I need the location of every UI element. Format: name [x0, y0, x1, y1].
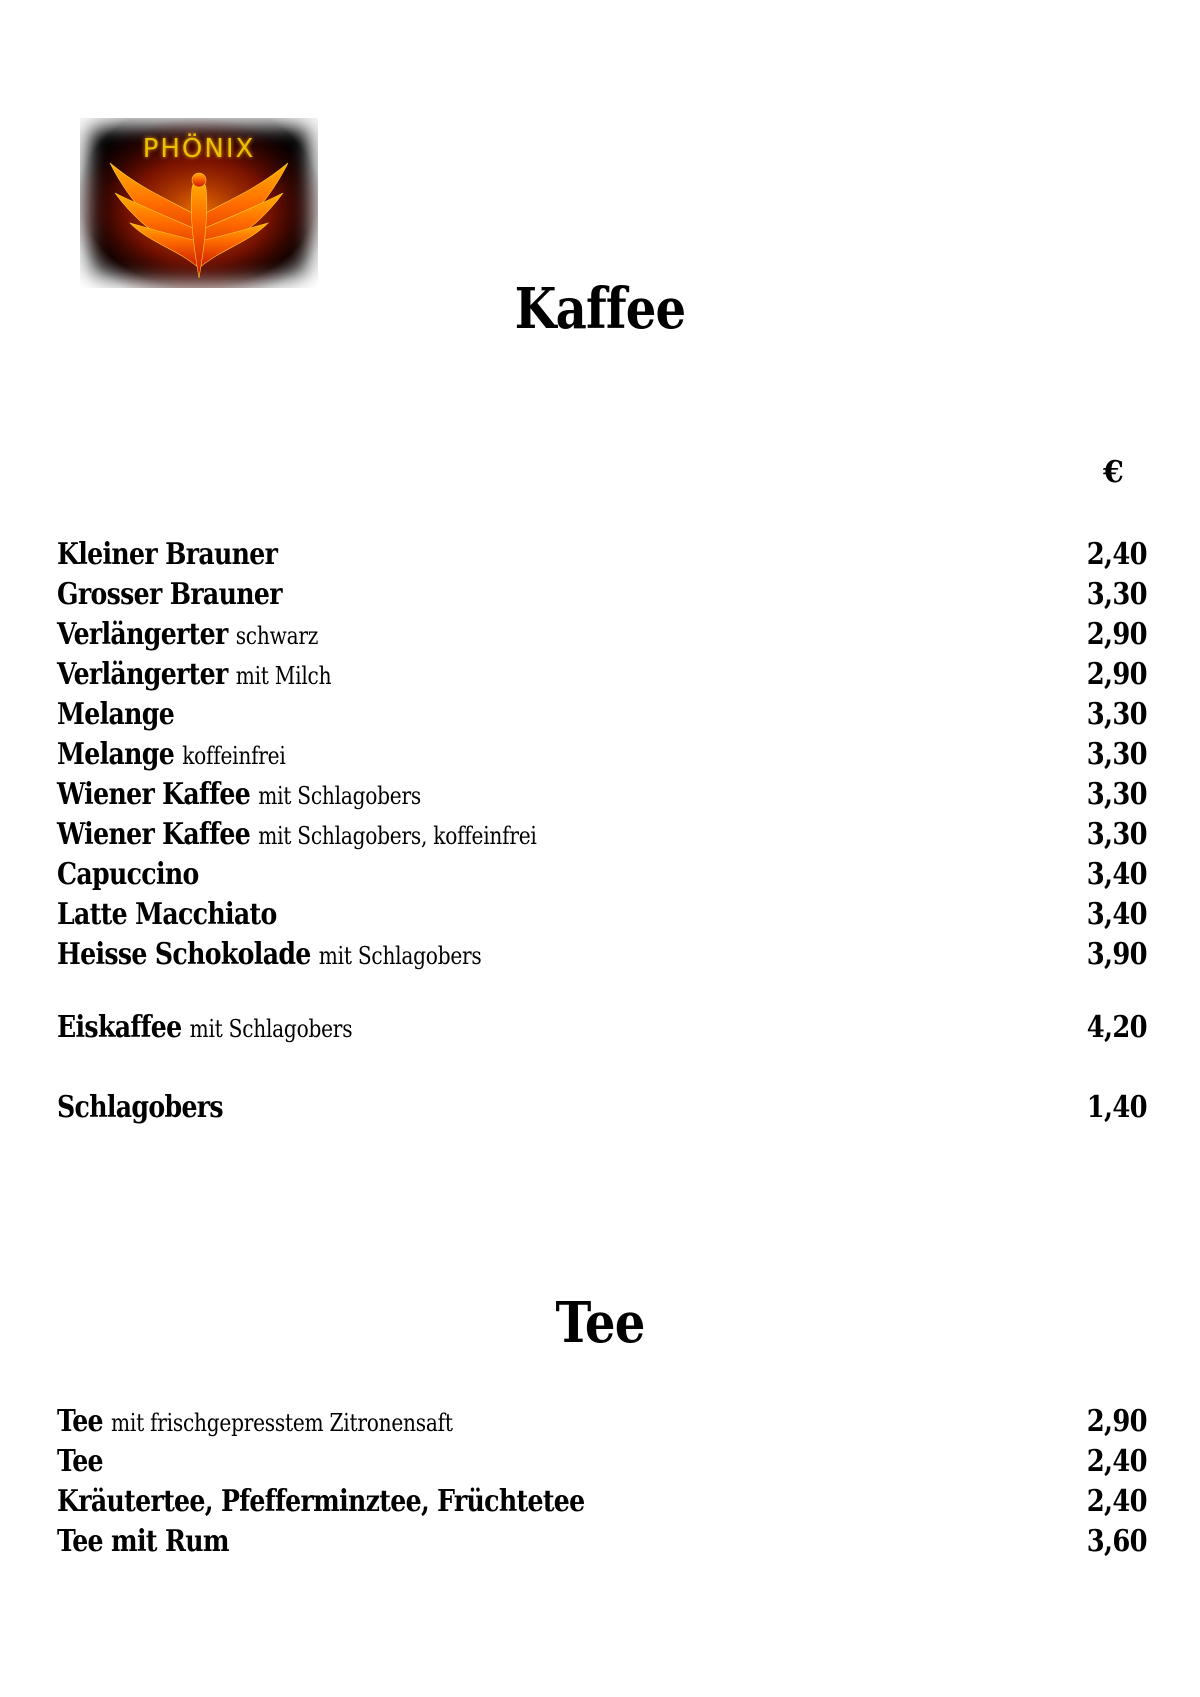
- currency-symbol: €: [1103, 455, 1124, 490]
- menu-item-price: 3,40: [1086, 857, 1147, 892]
- menu-item-name: Grosser Brauner: [57, 577, 282, 612]
- menu-item-price: 3,40: [1086, 897, 1147, 932]
- logo-text: PHÖNIX: [142, 134, 256, 164]
- menu-item-note: mit frischgepresstem Zitronensaft: [111, 1409, 453, 1437]
- menu-item: [57, 895, 1147, 935]
- menu-item: [57, 815, 1147, 855]
- menu-item-name: Tee: [57, 1404, 103, 1439]
- menu-item-label: [57, 615, 318, 656]
- menu-item-label: [57, 575, 282, 615]
- menu-item-name: Capuccino: [57, 857, 199, 892]
- menu-item-name: Kräutertee, Pfefferminztee, Früchtetee: [57, 1484, 585, 1519]
- menu-item-price: 2,90: [1086, 1404, 1147, 1439]
- menu-item-note: koffeinfrei: [182, 742, 286, 770]
- menu-item-name: Verlängerter: [57, 617, 228, 652]
- menu-item-name: Tee: [57, 1444, 103, 1479]
- menu-item-label: [57, 735, 286, 776]
- menu-item-label: [57, 1008, 352, 1049]
- menu-item-price: 2,90: [1086, 617, 1147, 652]
- menu-item-price: 2,40: [1086, 537, 1147, 572]
- menu-item: [57, 735, 1147, 775]
- menu-item-name: Melange: [57, 697, 175, 732]
- menu-item-name: Eiskaffee: [57, 1010, 182, 1045]
- menu-item-label: [57, 815, 537, 856]
- menu-item: [57, 1482, 1147, 1522]
- menu-item: [57, 775, 1147, 815]
- menu-item-price: 3,60: [1086, 1524, 1147, 1559]
- menu-item-note: mit Schlagobers: [258, 782, 421, 810]
- menu-item-note: mit Schlagobers: [189, 1015, 353, 1043]
- menu-item-label: [57, 1522, 229, 1562]
- menu-item-label: [57, 775, 421, 816]
- section-title-tee: Tee: [555, 1290, 645, 1356]
- menu-item-price: 2,90: [1086, 657, 1147, 692]
- menu-item-label: [57, 895, 277, 935]
- menu-item: [57, 615, 1147, 655]
- menu-item-price: 3,30: [1086, 697, 1147, 732]
- menu-item-label: [57, 935, 482, 976]
- menu-item-label: [57, 695, 174, 735]
- menu-item-label: [57, 1402, 453, 1443]
- menu-item: [57, 535, 1147, 575]
- menu-item-label: [57, 655, 331, 696]
- menu-item-name: Verlängerter: [57, 657, 228, 692]
- menu-item-label: [57, 1482, 585, 1522]
- menu-item: [57, 655, 1147, 695]
- menu-item-label: [57, 1442, 103, 1482]
- menu-item-price: 3,30: [1086, 577, 1147, 612]
- menu-item: [57, 855, 1147, 895]
- menu-item: [57, 1008, 1147, 1048]
- menu-item: [57, 575, 1147, 615]
- menu-item: [57, 1442, 1147, 1482]
- menu-item-label: [57, 855, 199, 895]
- section-title-kaffee: Kaffee: [514, 276, 686, 342]
- kaffee-list: [57, 535, 1147, 975]
- menu-item: [57, 935, 1147, 975]
- menu-item-name: Heisse Schokolade: [57, 937, 311, 972]
- menu-item-price: 3,90: [1086, 937, 1147, 972]
- logo: [80, 118, 318, 288]
- menu-item-label: [57, 535, 277, 575]
- menu-item: [57, 1522, 1147, 1562]
- menu-item-price: 2,40: [1086, 1484, 1147, 1519]
- menu-item-name: Wiener Kaffee: [57, 817, 251, 852]
- menu-item: [57, 1402, 1147, 1442]
- menu-item: [57, 1088, 1147, 1128]
- eiskaffee-list: [57, 1008, 1147, 1048]
- menu-item-name: Melange: [57, 737, 175, 772]
- menu-item-note: schwarz: [235, 622, 319, 650]
- menu-item-price: 3,30: [1086, 817, 1147, 852]
- menu-item-name: Tee mit Rum: [57, 1524, 229, 1559]
- schlagobers-list: [57, 1088, 1147, 1128]
- menu-item-price: 3,30: [1086, 737, 1147, 772]
- menu-item-note: mit Milch: [235, 662, 332, 690]
- menu-item-name: Schlagobers: [57, 1090, 223, 1125]
- menu-item-price: 2,40: [1086, 1444, 1147, 1479]
- menu-item-label: [57, 1088, 223, 1128]
- menu-item-price: 3,30: [1086, 777, 1147, 812]
- menu-item: [57, 695, 1147, 735]
- menu-item-price: 1,40: [1086, 1090, 1147, 1125]
- menu-item-name: Wiener Kaffee: [57, 777, 251, 812]
- tee-list: [57, 1402, 1147, 1562]
- menu-item-price: 4,20: [1086, 1010, 1147, 1045]
- menu-item-name: Latte Macchiato: [57, 897, 277, 932]
- menu-item-note: mit Schlagobers, koffeinfrei: [258, 822, 537, 850]
- menu-item-name: Kleiner Brauner: [57, 537, 278, 572]
- menu-item-note: mit Schlagobers: [318, 942, 482, 970]
